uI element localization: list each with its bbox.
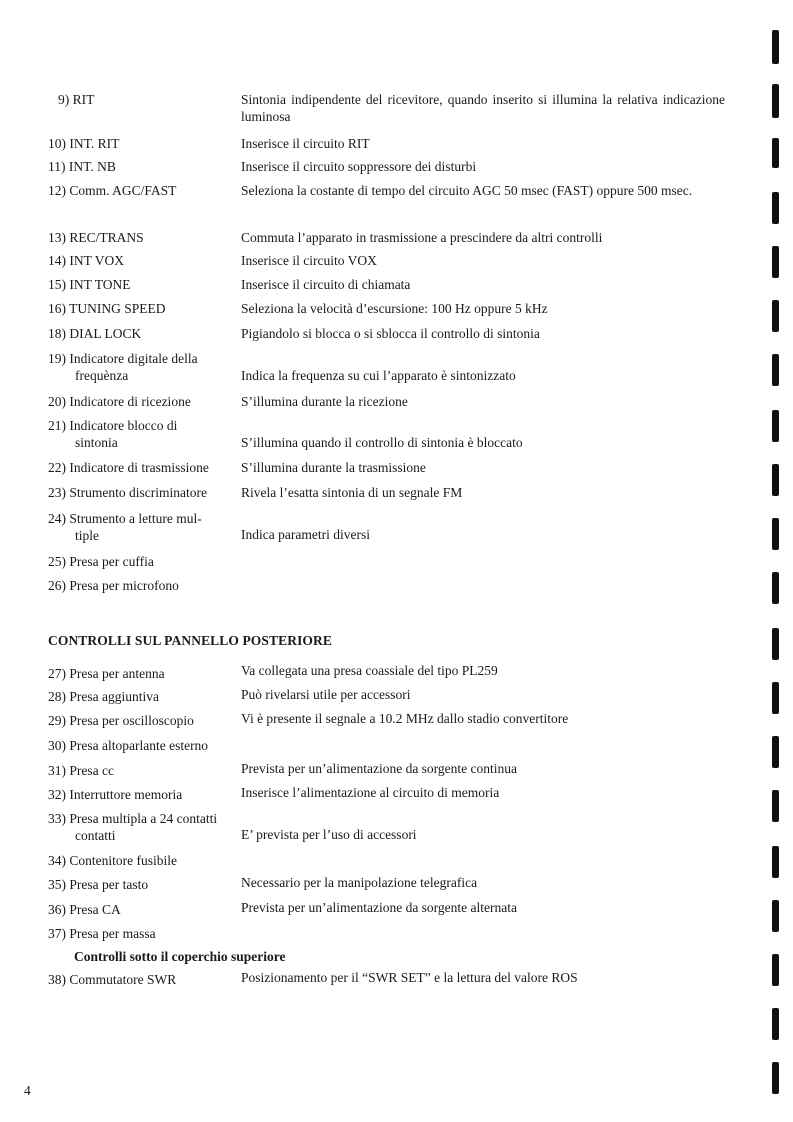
item-label: 34) Contenitore fusibile [48,853,177,868]
item-label: 23) Strumento discriminatore [48,485,207,500]
item-label: 14) INT VOX [48,253,124,268]
item-description: S’illumina durante la ricezione [241,394,408,409]
item-label: 25) Presa per cuffia [48,554,154,569]
item-description: Inserisce il circuito soppressore dei disturbi [241,159,477,174]
item-label: 26) Presa per microfono [48,578,179,593]
binder-holes [770,0,790,1122]
item-label-line2: frequènza [75,368,129,383]
item-description: Inserisce il circuito VOX [241,253,377,268]
item-label [48,350,238,384]
item-label: 10) INT. RIT [48,136,120,151]
item-label-line1: 33) Presa multipla a 24 contatti [48,811,218,826]
item-description: S’illumina durante la trasmissione [241,460,426,475]
item-label: 9) RIT [58,92,95,107]
item-description: Inserisce l’alimentazione al circuito di memoria [241,785,500,800]
item-description: Seleziona la velocità d’escursione: 100 Hz oppure 5 kHz [241,301,548,316]
item-label: 22) Indicatore di trasmissione [48,460,209,475]
item-description: Pigiandolo si blocca o si sblocca il controllo di sintonia [241,326,540,341]
item-description: S’illumina quando il controllo di sintonia è bloccato [241,435,523,450]
item-label: 35) Presa per tasto [48,877,149,892]
item-description: Può rivelarsi utile per accessori [241,687,411,702]
item-label: 18) DIAL LOCK [48,326,142,341]
item-label [48,810,238,844]
item-label: 20) Indicatore di ricezione [48,394,191,409]
item-label: 36) Presa CA [48,902,121,917]
item-label: 29) Presa per oscilloscopio [48,713,194,728]
item-label [48,417,238,451]
item-description: Sintonia indipendente del ricevitore, quando inserito si illumina la relativa indicazione luminosa [241,92,725,124]
item-description: Necessario per la manipolazione telegrafica [241,875,478,890]
item-label: 11) INT. NB [48,159,116,174]
item-description: Rivela l’esatta sintonia di un segnale FM [241,485,463,500]
item-description: E’ prevista per l’uso di accessori [241,827,417,842]
item-description: Indica la frequenza su cui l’apparato è sintonizzato [241,368,516,383]
item-label-line2: tiple [75,528,99,543]
item-label: 27) Presa per antenna [48,666,165,681]
item-label: 15) INT TONE [48,277,131,292]
item-label-line1: 24) Strumento a letture mul- [48,511,202,526]
item-label: 30) Presa altoparlante esterno [48,738,209,753]
item-description: Commuta l’apparato in trasmissione a prescindere da altri controlli [241,230,603,245]
item-label [48,510,238,544]
subsection-heading: Controlli sotto il coperchio superiore [74,949,286,964]
item-label: 13) REC/TRANS [48,230,144,245]
section-heading: CONTROLLI SUL PANNELLO POSTERIORE [48,633,332,648]
item-label: 31) Presa cc [48,763,114,778]
item-label: 37) Presa per massa [48,926,156,941]
item-label-line2: contatti [75,828,116,843]
item-label-line1: 19) Indicatore digitale della [48,351,198,366]
item-label: 32) Interruttore memoria [48,787,183,802]
item-description: Vi è presente il segnale a 10.2 MHz dallo stadio convertitore [241,711,569,726]
item-label: 12) Comm. AGC/FAST [48,183,177,198]
item-description: Seleziona la costante di tempo del circuito AGC 50 msec (FAST) oppure 500 msec. [241,183,693,198]
item-description: Va collegata una presa coassiale del tipo PL259 [241,663,498,678]
item-description: Prevista per un’alimentazione da sorgente continua [241,761,518,776]
item-label: 38) Commutatore SWR [48,972,177,987]
item-description: Prevista per un’alimentazione da sorgente alternata [241,900,518,915]
item-label: 16) TUNING SPEED [48,301,166,316]
item-description: Posizionamento per il “SWR SET” e la lettura del valore ROS [241,970,578,985]
item-label-line2: sintonia [75,435,118,450]
item-description: Indica parametri diversi [241,527,370,542]
page-number: 4 [24,1083,31,1098]
item-label-line1: 21) Indicatore blocco di [48,418,178,433]
item-description: Inserisce il circuito RIT [241,136,370,151]
item-description: Inserisce il circuito di chiamata [241,277,411,292]
item-label: 28) Presa aggiuntiva [48,689,159,704]
